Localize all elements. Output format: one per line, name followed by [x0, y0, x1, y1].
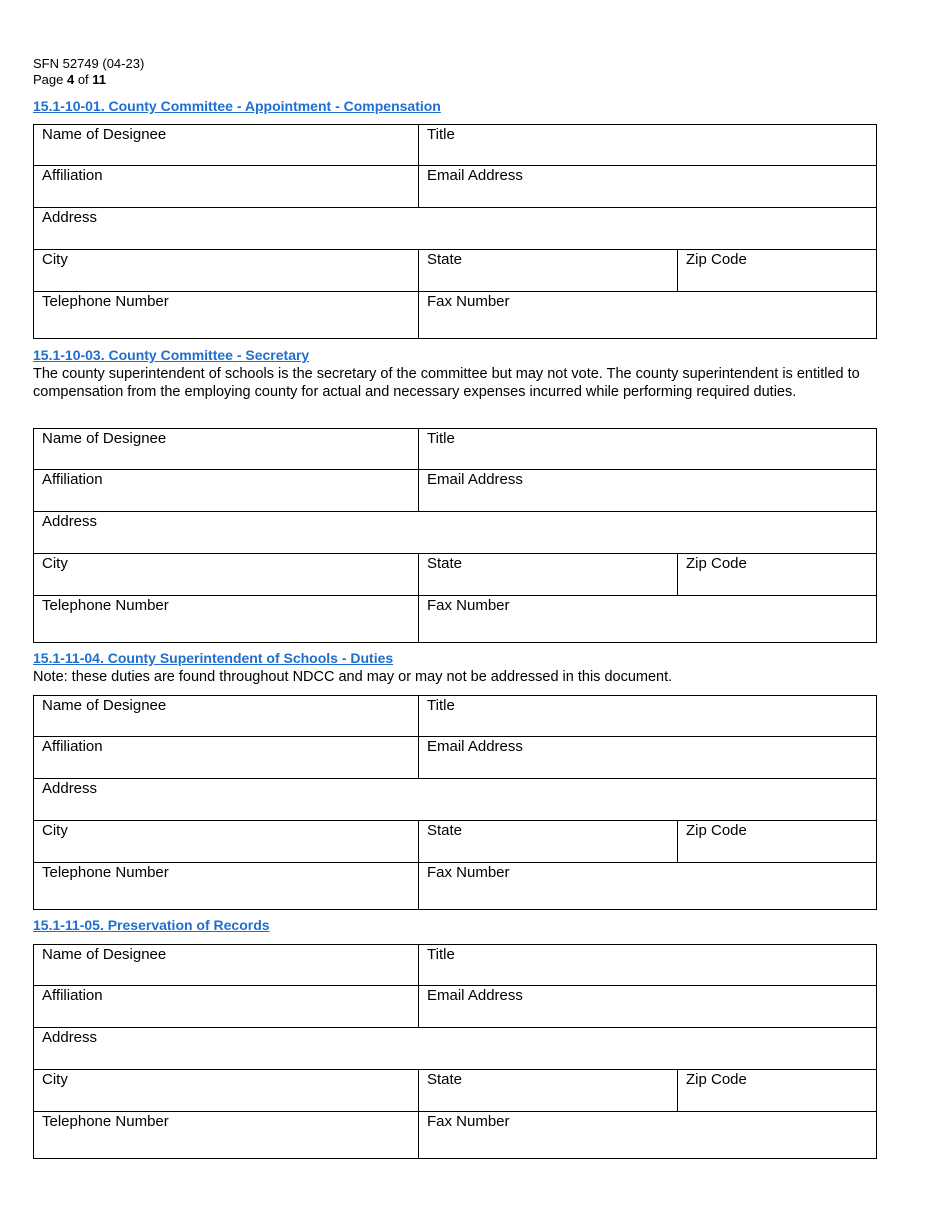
affiliation-field[interactable]: Affiliation — [42, 471, 103, 488]
form-id: SFN 52749 (04-23) — [33, 56, 145, 71]
page-header — [33, 56, 144, 88]
section-heading-link[interactable]: 15.1-11-04. County Superintendent of Schools - Duties — [33, 650, 394, 666]
fax-number-field[interactable]: Fax Number — [418, 863, 876, 909]
city-field[interactable]: City — [42, 555, 68, 572]
section-heading-link[interactable]: 15.1-10-03. County Committee - Secretary — [33, 347, 310, 363]
email-address-field[interactable]: Email Address — [418, 986, 876, 1027]
address-field[interactable]: Address — [42, 209, 98, 226]
title-field[interactable]: Title — [418, 696, 876, 736]
title-field[interactable]: Title — [418, 429, 876, 469]
fax-number-field[interactable]: Fax Number — [418, 596, 876, 642]
address-field[interactable]: Address — [42, 513, 98, 530]
page-number: Page 4 of 11 — [33, 72, 107, 87]
state-field[interactable]: State — [418, 1070, 677, 1111]
section-heading-link[interactable]: 15.1-11-05. Preservation of Records — [33, 917, 270, 933]
name-of-designee-field[interactable]: Name of Designee — [42, 946, 167, 963]
name-of-designee-field[interactable]: Name of Designee — [42, 430, 167, 447]
section-heading-link[interactable]: 15.1-10-01. County Committee - Appointment - Compensation — [33, 98, 441, 114]
address-field[interactable]: Address — [42, 1029, 98, 1046]
name-of-designee-field[interactable]: Name of Designee — [42, 126, 167, 143]
telephone-number-field[interactable]: Telephone Number — [42, 597, 169, 614]
affiliation-field[interactable]: Affiliation — [42, 987, 103, 1004]
zip-code-field[interactable]: Zip Code — [677, 1070, 876, 1111]
telephone-number-field[interactable]: Telephone Number — [42, 1113, 169, 1130]
section-description: Note: these duties are found throughout NDCC and may or may not be addressed in this document. — [33, 669, 673, 685]
telephone-number-field[interactable]: Telephone Number — [42, 864, 169, 881]
affiliation-field[interactable]: Affiliation — [42, 738, 103, 755]
fax-number-field[interactable]: Fax Number — [418, 1112, 876, 1158]
designee-form — [33, 428, 877, 643]
city-field[interactable]: City — [42, 1071, 68, 1088]
title-field[interactable]: Title — [418, 125, 876, 165]
email-address-field[interactable]: Email Address — [418, 470, 876, 511]
name-of-designee-field[interactable]: Name of Designee — [42, 697, 167, 714]
city-field[interactable]: City — [42, 251, 68, 268]
designee-form — [33, 695, 877, 910]
state-field[interactable]: State — [418, 554, 677, 595]
state-field[interactable]: State — [418, 250, 677, 291]
city-field[interactable]: City — [42, 822, 68, 839]
email-address-field[interactable]: Email Address — [418, 737, 876, 778]
fax-number-field[interactable]: Fax Number — [418, 292, 876, 338]
address-field[interactable]: Address — [42, 780, 98, 797]
email-address-field[interactable]: Email Address — [418, 166, 876, 207]
zip-code-field[interactable]: Zip Code — [677, 554, 876, 595]
affiliation-field[interactable]: Affiliation — [42, 167, 103, 184]
state-field[interactable]: State — [418, 821, 677, 862]
designee-form — [33, 124, 877, 339]
telephone-number-field[interactable]: Telephone Number — [42, 293, 169, 310]
section-description: The county superintendent of schools is the secretary of the committee but may not vote. The county superintendent is entitled to compensation from the employing county for actual and necessary expenses incurred while performing required duties. — [33, 366, 860, 400]
title-field[interactable]: Title — [418, 945, 876, 985]
designee-form — [33, 944, 877, 1159]
zip-code-field[interactable]: Zip Code — [677, 821, 876, 862]
zip-code-field[interactable]: Zip Code — [677, 250, 876, 291]
